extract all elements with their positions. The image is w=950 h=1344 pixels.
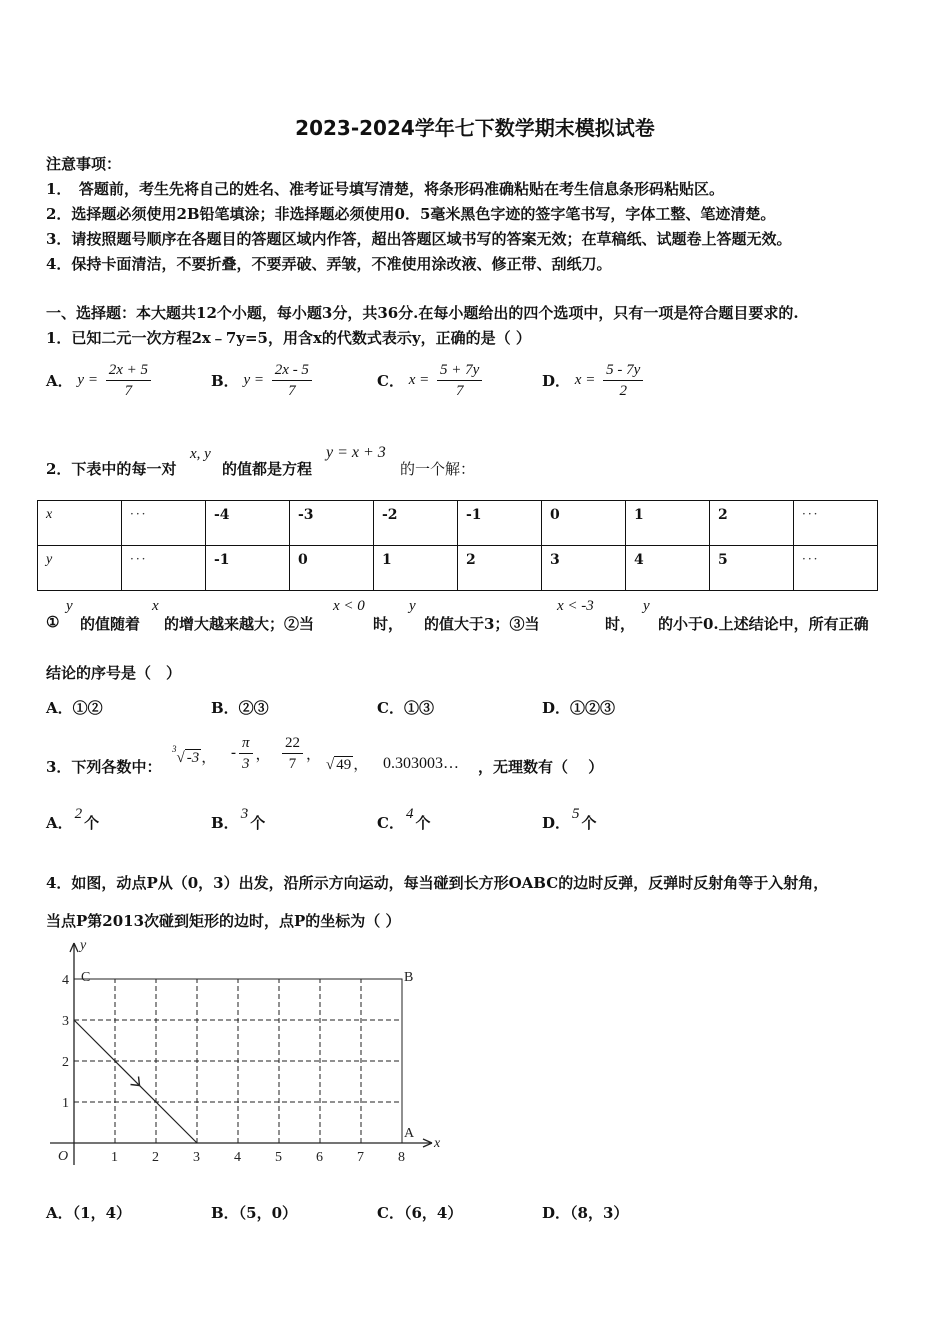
q3-neg-pi-over-3: - $\frac{\pi}{3}$ ， (231, 735, 271, 772)
table-cell: y (38, 546, 122, 591)
x-tick-label: 3 (193, 1150, 200, 1165)
table-cell: 0 (542, 501, 626, 546)
q3-decimal: 0.303003… (383, 755, 459, 772)
y-tick-label: 2 (62, 1055, 69, 1070)
table-cell: x (38, 501, 122, 546)
q3-option-a[interactable]: A． 2 个 (46, 806, 100, 832)
table-cell: -4 (206, 501, 290, 546)
coordinate-figure (40, 935, 450, 1165)
table-cell: 2 (710, 501, 794, 546)
q3-option-b[interactable]: B． 3 个 (211, 806, 266, 832)
x-axis-label: x (434, 1136, 441, 1151)
solution-table (37, 500, 878, 591)
table-row-x (38, 501, 878, 546)
q4-stem-line2: 当点P第2013次碰到矩形的边时，点P的坐标为（ ） (46, 912, 401, 930)
notice-item-1: 1． 答题前，考生先将自己的姓名、准考证号填写清楚，将条形码准确粘贴在考生信息条形码粘贴区。 (46, 180, 724, 198)
q4-option-b[interactable]: B．（5，0） (211, 1204, 298, 1222)
q1-option-b[interactable]: B． y = $\frac{2x - 5}{7}$ (211, 360, 315, 401)
q3-option-c[interactable]: C． 4 个 (377, 806, 431, 832)
table-cell: ··· (122, 501, 206, 546)
point-a-label: A (404, 1126, 415, 1141)
y-tick-label: 1 (62, 1096, 69, 1111)
q2-xy: x, y (190, 446, 211, 462)
q3-cube-root: $^3$√ -3 ， (172, 744, 217, 766)
q4-stem-line1: 4．如图，动点P从（0，3）出发，沿所示方向运动，每当碰到长方形OABC的边时反弹，反弹时反射角等于入射角， (46, 874, 829, 892)
table-cell: ··· (794, 546, 878, 591)
q2-equation: y = x + 3 (326, 444, 386, 461)
q3-sqrt-49: √ 49 ， (326, 755, 369, 773)
q1-stem: 1．已知二元一次方程2x﹣7y=5，用含x的代数式表示y，正确的是（ ） (46, 329, 531, 347)
table-cell: 1 (626, 501, 710, 546)
x-tick-label: 2 (152, 1150, 159, 1165)
q4-option-d[interactable]: D．（8，3） (542, 1204, 629, 1222)
q1-option-a[interactable]: A． y = $\frac{2x + 5}{7}$ (46, 360, 154, 401)
q2-stem-a: 2．下表中的每一对 (46, 460, 177, 478)
q3-stem: 3．下列各数中： (46, 758, 162, 776)
notice-item-4: 4．保持卡面清洁，不要折叠，不要弄破、弄皱，不准使用涂改液、修正带、刮纸刀。 (46, 255, 612, 273)
table-cell: ··· (794, 501, 878, 546)
x-tick-label: 1 (111, 1150, 118, 1165)
table-row-y (38, 546, 878, 591)
point-b-label: B (404, 970, 414, 985)
q3-fraction-22-7: $\frac{22}{7}$ ， (279, 733, 321, 774)
table-cell: -2 (374, 501, 458, 546)
x-tick-label: 7 (357, 1150, 364, 1165)
table-cell: 4 (626, 546, 710, 591)
table-cell: -3 (290, 501, 374, 546)
point-p-path (74, 1020, 197, 1143)
table-cell: ··· (122, 546, 206, 591)
q1-option-d[interactable]: D． x = $\frac{5 - 7y}{2}$ (542, 360, 646, 401)
figure-grid (74, 979, 402, 1143)
notice-item-3: 3．请按照题号顺序在各题目的答题区域内作答，超出答题区域书写的答案无效；在草稿纸、试题卷上答题无效。 (46, 230, 792, 248)
table-cell: -1 (458, 501, 542, 546)
q2-option-d[interactable]: D．①②③ (542, 699, 616, 717)
x-tick-label: 5 (275, 1150, 282, 1165)
q3-option-d[interactable]: D． 5 个 (542, 806, 597, 832)
y-tick-label: 3 (62, 1014, 69, 1029)
notice-heading: 注意事项： (46, 155, 122, 173)
page-title: 2023-2024学年七下数学期末模拟试卷 (295, 116, 655, 140)
q2-option-a[interactable]: A．①② (46, 699, 103, 717)
q2-stem-b: 的值都是方程 (222, 460, 313, 478)
q3-tail: ，无理数有（ ） (478, 758, 604, 776)
x-tick-label: 8 (398, 1150, 405, 1165)
q4-option-a[interactable]: A．（1，4） (46, 1204, 132, 1222)
q1-option-c[interactable]: C． x = $\frac{5 + 7y}{7}$ (377, 360, 485, 401)
origin-label: O (58, 1149, 69, 1164)
table-cell: 0 (290, 546, 374, 591)
notice-item-2: 2．选择题必须使用2B铅笔填涂；非选择题必须使用0．5毫米黑色字迹的签字笔书写，字体工整、笔迹清楚。 (46, 205, 776, 223)
table-cell: 2 (458, 546, 542, 591)
x-tick-label: 6 (316, 1150, 323, 1165)
q2-stem-c: 的一个解： (400, 460, 476, 478)
table-cell: -1 (206, 546, 290, 591)
q2-stem-line2: 结论的序号是（ ） (46, 664, 182, 682)
x-tick-label: 4 (234, 1150, 241, 1165)
table-cell: 1 (374, 546, 458, 591)
table-cell: 3 (542, 546, 626, 591)
q4-option-c[interactable]: C．（6，4） (377, 1204, 463, 1222)
q2-option-c[interactable]: C．①③ (377, 699, 434, 717)
point-c-label: C (81, 970, 91, 985)
section-heading: 一、选择题：本大题共12个小题，每小题3分，共36分.在每小题给出的四个选项中，只有一项是符合题目要求的. (46, 304, 799, 322)
y-axis-label: y (80, 938, 87, 953)
table-cell: 5 (710, 546, 794, 591)
y-tick-label: 4 (62, 973, 69, 988)
figure-axes (50, 943, 432, 1165)
q2-option-b[interactable]: B．②③ (211, 699, 269, 717)
